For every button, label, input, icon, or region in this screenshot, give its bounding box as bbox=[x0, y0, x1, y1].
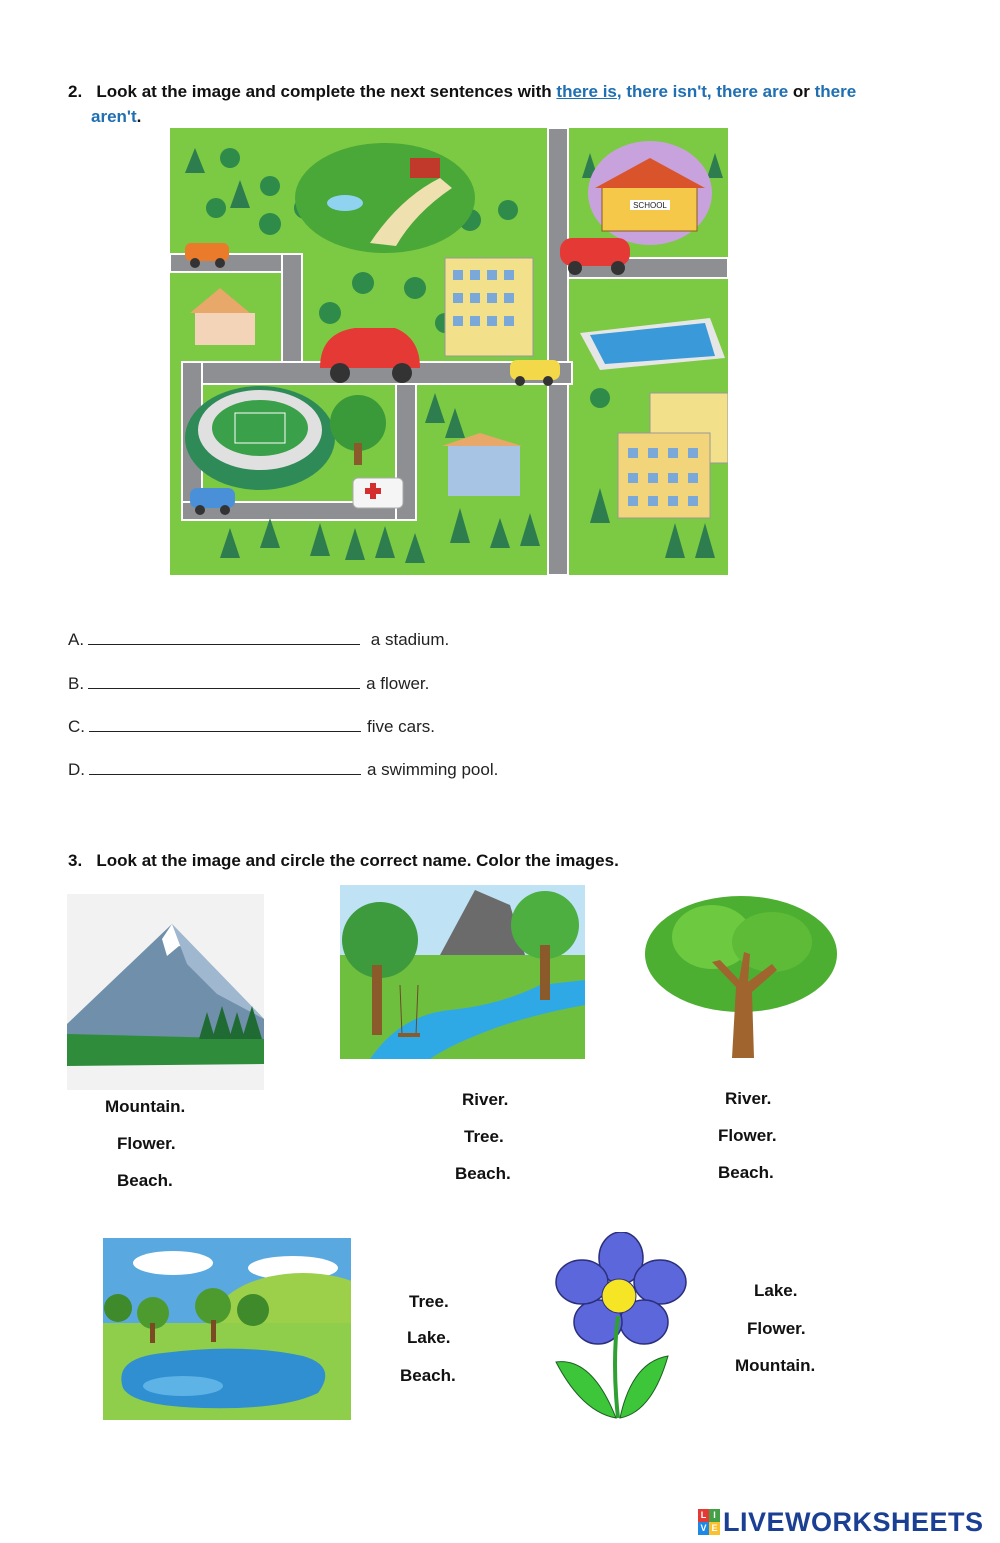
answer-blank-c[interactable] bbox=[89, 717, 361, 732]
option-2-2[interactable]: Tree. bbox=[464, 1127, 504, 1146]
logo-text: LIVEWORKSHEETS bbox=[723, 1506, 984, 1537]
sentence-c: C. five cars. bbox=[68, 717, 436, 736]
option-4-1[interactable]: Tree. bbox=[409, 1292, 449, 1311]
sentence-d: D. a swimming pool. bbox=[68, 760, 499, 779]
option-1-1[interactable]: Mountain. bbox=[105, 1097, 186, 1116]
river-landscape-image bbox=[340, 885, 585, 1059]
keyword-there-is: there is bbox=[556, 82, 617, 101]
answer-blank-a[interactable] bbox=[88, 630, 360, 645]
option-5-2[interactable]: Flower. bbox=[747, 1319, 806, 1338]
option-5-3[interactable]: Mountain. bbox=[735, 1356, 816, 1375]
option-3-3[interactable]: Beach. bbox=[718, 1163, 774, 1182]
answer-blank-b[interactable] bbox=[88, 674, 360, 689]
option-2-3[interactable]: Beach. bbox=[455, 1164, 511, 1183]
keyword-there-isnt: there isn't bbox=[626, 82, 707, 101]
option-2-1[interactable]: River. bbox=[462, 1090, 509, 1109]
flower-image bbox=[552, 1232, 690, 1420]
question-3-title: 3. Look at the image and circle the correct name. Color the images. bbox=[68, 851, 619, 870]
keyword-there-arent-2: aren't bbox=[91, 107, 137, 126]
option-3-2[interactable]: Flower. bbox=[718, 1126, 777, 1145]
tree-image bbox=[642, 892, 840, 1058]
question-number: 3. bbox=[68, 851, 83, 870]
question-2-title-line2: aren't. bbox=[91, 107, 142, 126]
question-2-title: 2. Look at the image and complete the next sentences with there is, there isn't, there are or there bbox=[68, 82, 857, 101]
logo-badge-icon: L I V E bbox=[698, 1509, 720, 1535]
sentence-b: B. a flower. bbox=[68, 674, 430, 693]
school-sign: SCHOOL bbox=[633, 201, 667, 210]
option-3-1[interactable]: River. bbox=[725, 1089, 772, 1108]
option-4-3[interactable]: Beach. bbox=[400, 1366, 456, 1385]
city-map-image bbox=[170, 128, 728, 575]
keyword-there-are: there are bbox=[716, 82, 789, 101]
question-number: 2. bbox=[68, 82, 83, 101]
option-1-2[interactable]: Flower. bbox=[117, 1134, 176, 1153]
option-5-1[interactable]: Lake. bbox=[754, 1281, 798, 1300]
option-1-3[interactable]: Beach. bbox=[117, 1171, 173, 1190]
sentence-a: A. a stadium. bbox=[68, 630, 450, 649]
keyword-there-arent-1: there bbox=[814, 82, 857, 101]
answer-blank-d[interactable] bbox=[89, 760, 361, 775]
mountain-image bbox=[67, 894, 264, 1090]
option-4-2[interactable]: Lake. bbox=[407, 1328, 451, 1347]
liveworksheets-logo bbox=[698, 1506, 984, 1538]
lake-image bbox=[103, 1238, 351, 1420]
